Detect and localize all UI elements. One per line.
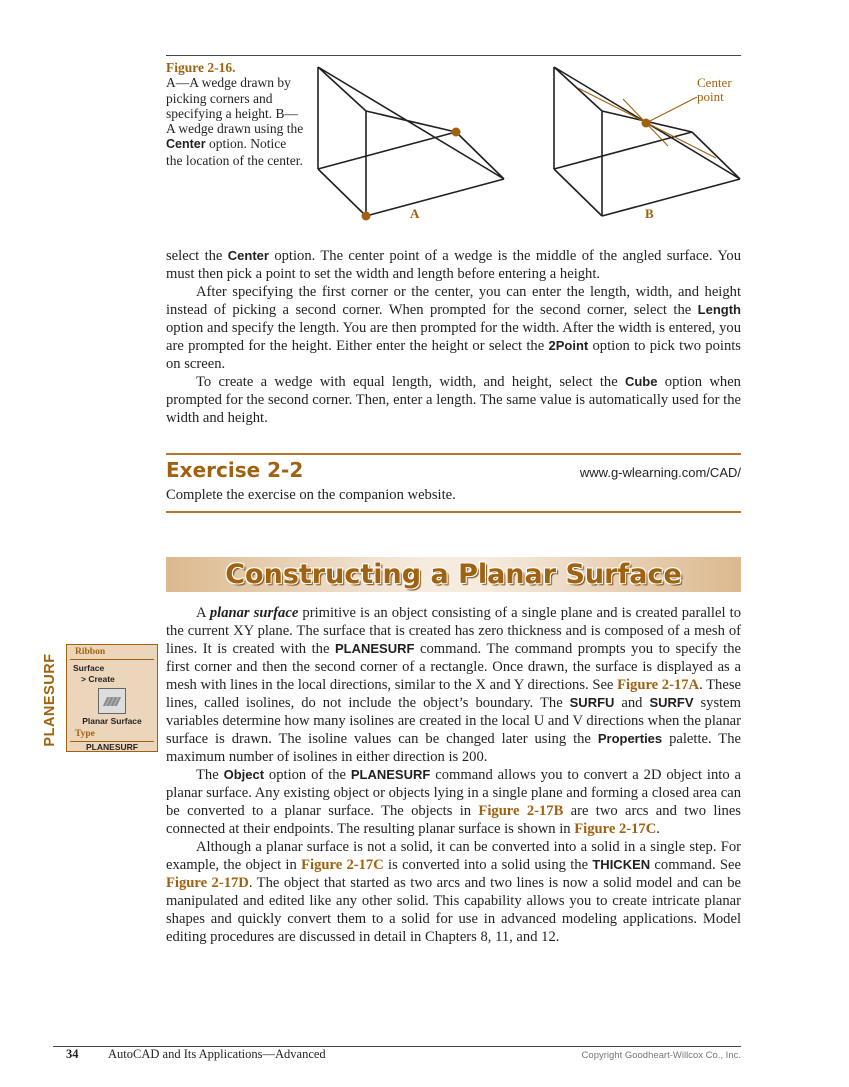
caption-text-2: option. Notice the location of the center. [166, 136, 303, 168]
text-run: option and specify the length. You are then prompted for the width. After the width is entered, you are prompted for the height. Either enter the height or select the [166, 320, 741, 354]
text-run: command. The command prompts you to specify the first corner and then the second corner of a rectangle. Once drawn, the surface is displayed as a mesh with lines in the local directions, similar to the X and Y directions. See [166, 641, 741, 693]
text-run: is converted into a solid using the [383, 857, 593, 873]
figure-number: Figure 2-16. [166, 60, 236, 75]
command-term: PLANESURF [335, 641, 415, 656]
figure-reference[interactable]: Figure 2-17B [478, 803, 564, 819]
figure-reference[interactable]: Figure 2-17D [166, 875, 249, 891]
callout-center: Center [697, 75, 732, 90]
figure-reference[interactable]: Figure 2-17C [301, 857, 384, 873]
exercise-title: Exercise 2-2 [166, 458, 304, 482]
sidebar-vertical-label: PLANESURF [42, 653, 58, 747]
text-run: To create a wedge with equal length, width, and height, select the [196, 374, 625, 390]
command-term: SURFV [649, 695, 694, 710]
exercise-text: Complete the exercise on the companion website. [166, 487, 456, 503]
page-number: 34 [66, 1047, 79, 1061]
text-run: option when prompted for the second corner. Then, enter a length. The same value is automatically used for the width and height. [166, 374, 741, 426]
text-run: select the [166, 248, 228, 264]
planar-surface-icon [98, 688, 126, 714]
text-run: . These lines, called isolines, do not include the object’s boundary. The [166, 677, 741, 711]
paragraph [166, 766, 741, 838]
section-heading: Constructing a Planar Surface [166, 557, 741, 592]
paragraph [166, 283, 741, 373]
command-term: Object [223, 767, 265, 782]
paragraph [166, 604, 741, 766]
body-text-2 [166, 604, 741, 946]
paragraph [166, 373, 741, 427]
corner-point-2 [452, 128, 461, 137]
paragraph [166, 247, 741, 283]
center-point [642, 119, 651, 128]
text-run: palette. The maximum number of isolines in either direction is 200. [166, 731, 741, 765]
caption-bold: Center [166, 137, 206, 152]
key-term: planar surface [209, 605, 299, 621]
text-run: command allows you to convert a 2D object into a planar surface. Any existing object or objects lying in a single plane and forming a closed area can be converted to a planar surface. The objects in [166, 767, 741, 819]
corner-point-1 [362, 212, 371, 221]
callout-point: point [697, 89, 724, 104]
type-command: PLANESURF [86, 742, 138, 752]
command-term: Length [697, 302, 741, 317]
book-title: AutoCAD and Its Applications—Advanced [108, 1047, 326, 1061]
command-sidebar [66, 644, 158, 752]
caption-text: A—A wedge drawn by picking corners and specifying a height. B—A wedge drawn using the [166, 75, 304, 137]
command-term: THICKEN [592, 857, 651, 872]
text-run: and [614, 695, 650, 711]
wedge-a [318, 67, 504, 216]
command-term: Center [227, 248, 269, 263]
type-label: Type [70, 727, 154, 742]
planar-surface-button-label: Planar Surface [82, 716, 142, 726]
exercise-top-rule [166, 453, 741, 455]
exercise-bottom-rule [166, 511, 741, 513]
label-b: B [645, 206, 654, 221]
text-run: command. See [650, 857, 741, 873]
text-run: are two arcs and two lines connected at their endpoints. The resulting planar surface is shown in [166, 803, 741, 837]
text-run: After specifying the first corner or the center, you can enter the length, width, and height instead of picking a second corner. When prompted for the second corner, select the [166, 284, 741, 318]
paragraph [166, 838, 741, 946]
ribbon-tab: Surface [73, 663, 105, 673]
command-term: SURFU [569, 695, 615, 710]
ribbon-panel: > Create [81, 674, 115, 684]
body-text-1 [166, 247, 741, 427]
text-run: A [196, 605, 210, 621]
copyright: Copyright Goodheart-Willcox Co., Inc. [581, 1050, 741, 1061]
ribbon-label: Ribbon [70, 645, 154, 660]
command-term: PLANESURF [350, 767, 431, 782]
text-run: Although a planar surface is not a solid, it can be converted into a solid in a single step. For example, the object in [166, 839, 741, 873]
figure-reference[interactable]: Figure 2-17A [617, 677, 700, 693]
text-run: option of the [264, 767, 351, 783]
text-run: system variables determine how many isolines are created in the local U and V directions when the planar surface is drawn. The isoline values can be changed later using the [166, 695, 742, 747]
text-run: option. The center point of a wedge is the middle of the angled surface. You must then pick a point to set the width and length before entering a height. [166, 248, 741, 282]
text-run: . The object that started as two arcs and two lines is now a solid model and can be manipulated and edited like any other solid. This capability allows you to create intricate planar shapes and quickly convert them to a solid for use in advanced modeling applications. Model editing procedures are discussed in detail in Chapters 8, 11, and 12. [166, 875, 741, 945]
label-a: A [410, 206, 420, 221]
text-run: . [656, 821, 660, 837]
text-run: primitive is an object consisting of a single plane and is created parallel to the current XY plane. The surface that is created has zero thickness and is composed of a mesh of lines. It is created with the [166, 605, 741, 657]
text-run: option to pick two points on screen. [166, 338, 741, 372]
figure-reference[interactable]: Figure 2-17C [574, 821, 657, 837]
command-term: 2Point [548, 338, 589, 353]
exercise-url[interactable]: www.g-wlearning.com/CAD/ [579, 465, 741, 480]
command-term: Cube [624, 374, 658, 389]
wedge-figure [0, 0, 849, 240]
text-run: The [196, 767, 224, 783]
command-term: Properties [597, 731, 663, 746]
